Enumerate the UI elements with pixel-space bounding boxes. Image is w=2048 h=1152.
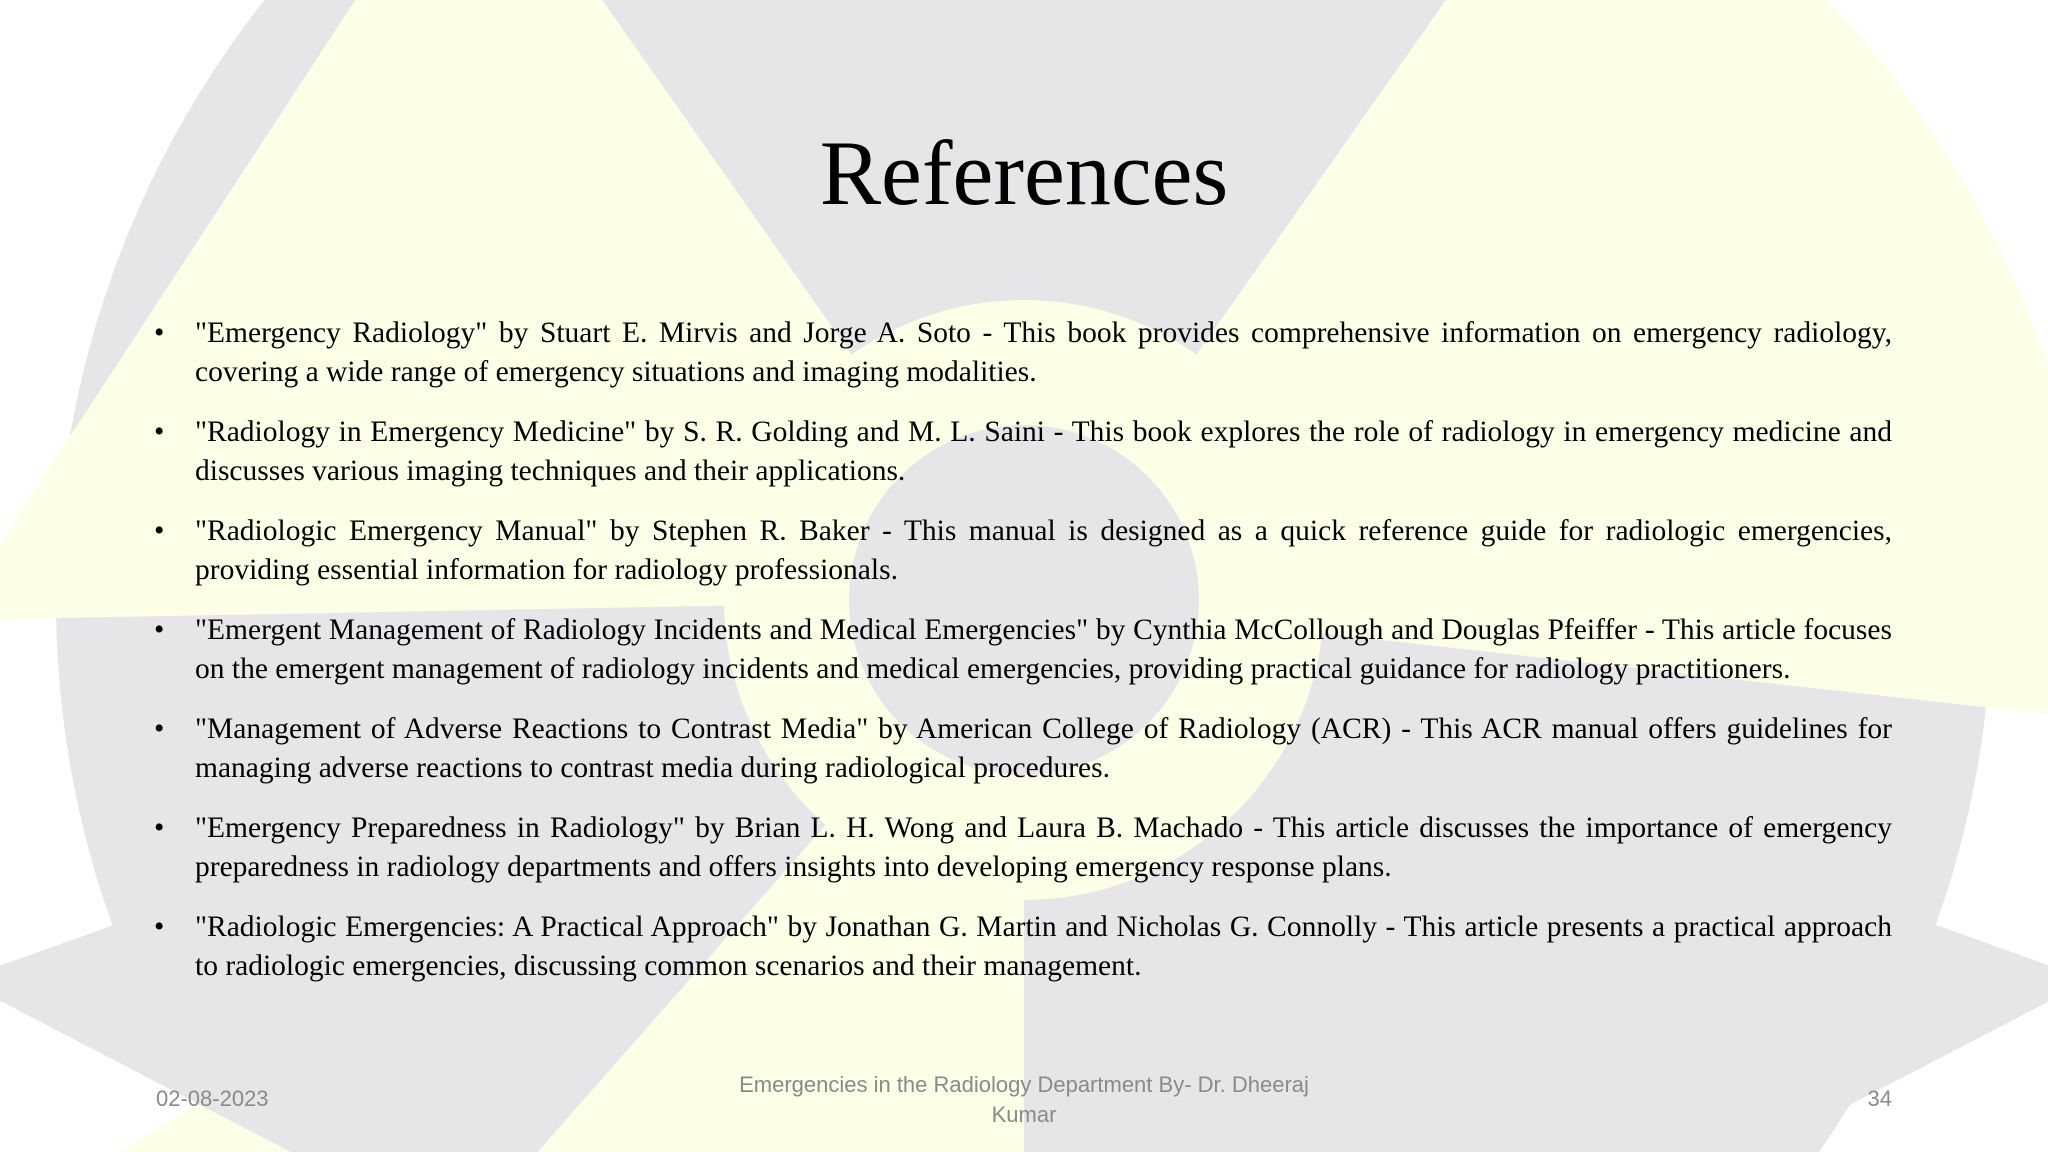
slide-title: References [819, 122, 1229, 224]
list-item [154, 908, 1892, 986]
list-item [154, 314, 1892, 392]
reference-text: "Management of Adverse Reactions to Contrast Media" by American College of Radiology (ACR) - This ACR manual offers guidelines for managing adverse reactions to contrast media during radiological procedures. [195, 713, 1892, 784]
footer-title-line-2: Kumar [991, 1102, 1057, 1127]
reference-text: "Emergent Management of Radiology Incidents and Medical Emergencies" by Cynthia McCollough and Douglas Pfeiffer - This article focuses on the emergent management of radiology incidents and medical emergencies, providing practical guidance for radiology practitioners. [195, 614, 1892, 685]
reference-text: "Radiology in Emergency Medicine" by S. R. Golding and M. L. Saini - This book explores the role of radiology in emergency medicine and discusses various imaging techniques and their applications. [195, 416, 1892, 487]
reference-text: "Emergency Preparedness in Radiology" by Brian L. H. Wong and Laura B. Machado - This article discusses the importance of emergency preparedness in radiology departments and offers insights into developing emergency response plans. [195, 812, 1892, 883]
list-item [154, 512, 1892, 590]
footer-date: 02-08-2023 [156, 1086, 269, 1111]
list-item [154, 413, 1892, 491]
bullet: • [154, 317, 165, 349]
list-item [154, 710, 1892, 788]
bullet: • [154, 911, 165, 943]
reference-text: "Emergency Radiology" by Stuart E. Mirvis and Jorge A. Soto - This book provides comprehensive information on emergency radiology, covering a wide range of emergency situations and imaging modalities. [195, 317, 1892, 388]
reference-text: "Radiologic Emergency Manual" by Stephen R. Baker - This manual is designed as a quick reference guide for radiologic emergencies, providing essential information for radiology professionals. [195, 515, 1892, 586]
bullet: • [154, 614, 165, 646]
page-number: 34 [1867, 1086, 1892, 1111]
footer-title-line-1: Emergencies in the Radiology Department By- Dr. Dheeraj [739, 1072, 1309, 1097]
references-list [154, 314, 1892, 1007]
bullet: • [154, 416, 165, 448]
bullet: • [154, 713, 165, 745]
list-item [154, 809, 1892, 887]
list-item [154, 611, 1892, 689]
bullet: • [154, 812, 165, 844]
bullet: • [154, 515, 165, 547]
footer-presentation-title [704, 1070, 1344, 1130]
reference-text: "Radiologic Emergencies: A Practical Approach" by Jonathan G. Martin and Nicholas G. Connolly - This article presents a practical approach to radiologic emergencies, discussing common scenarios and their management. [195, 911, 1892, 982]
